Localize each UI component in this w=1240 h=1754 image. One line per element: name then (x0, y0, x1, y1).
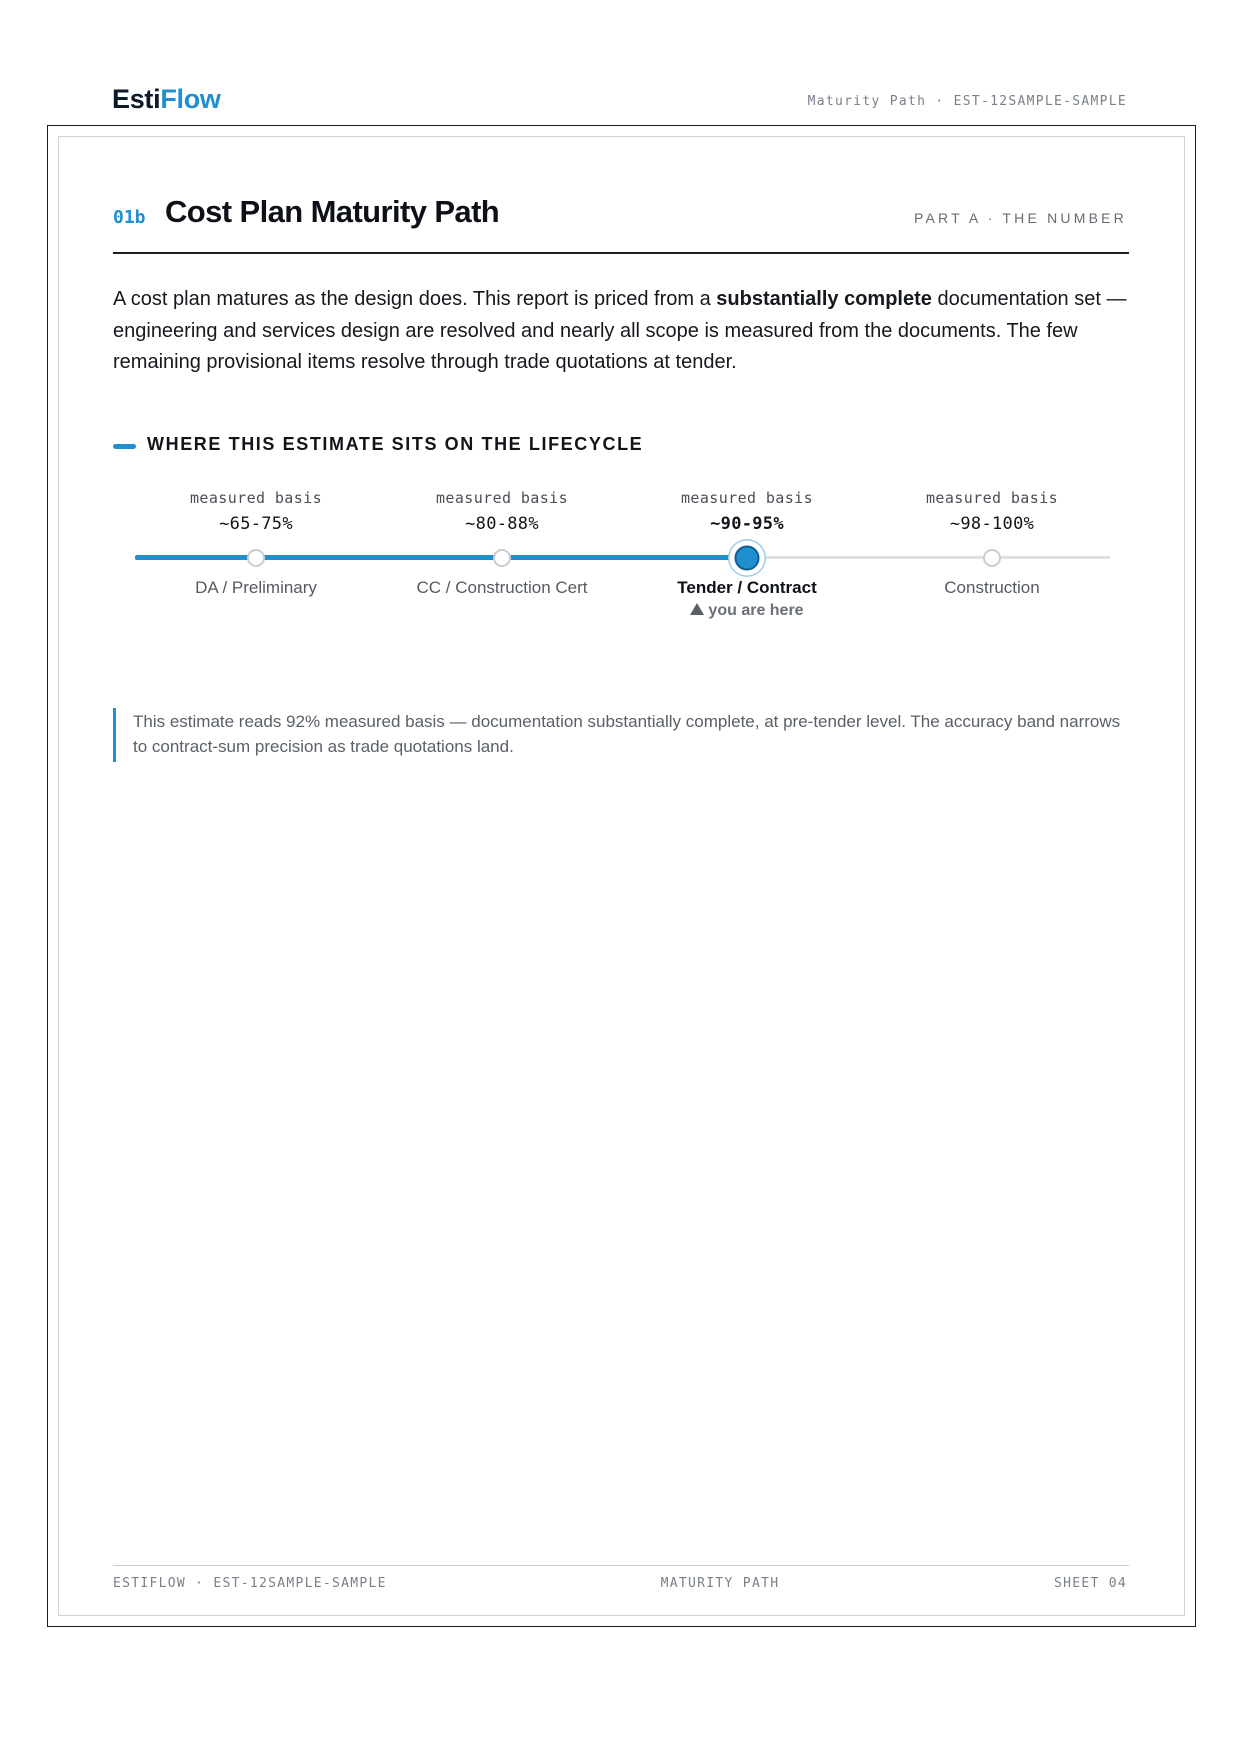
up-triangle-icon (690, 603, 704, 615)
intro-bold-phrase: substantially complete (716, 288, 932, 310)
stage-basis-label: measured basis (925, 489, 1059, 507)
logo-wordmark-esti: Esti (112, 84, 161, 114)
stage-basis-label: measured basis (680, 489, 814, 507)
intro-paragraph (113, 284, 1133, 379)
stage-name: Tender / Contract (677, 578, 817, 597)
logo-wordmark-flow: Flow (160, 84, 221, 114)
section-number: 01b (113, 207, 146, 228)
stage-basis-range: ~65-75% (219, 514, 293, 534)
stage-basis-2 (392, 489, 612, 534)
stage-basis-label: measured basis (435, 489, 569, 507)
brand-logo (112, 86, 221, 113)
stage-basis-3 (637, 489, 857, 534)
stage-basis-range: ~98-100% (949, 514, 1035, 534)
timeline-progress-fill (135, 555, 744, 560)
footer-sheet-number: SHEET 04 (1053, 1576, 1127, 1591)
section-part-label: PART A · THE NUMBER (913, 210, 1127, 226)
you-are-here-label: you are here (708, 602, 804, 619)
footer-left: ESTIFLOW · EST-12SAMPLE-SAMPLE (113, 1576, 387, 1591)
stage-basis-4 (882, 489, 1102, 534)
you-are-here-marker (647, 602, 847, 620)
subheading-accent-bar (113, 444, 136, 449)
stage-basis-range: ~80-88% (465, 514, 539, 534)
header-meta: Maturity Path · EST-12SAMPLE-SAMPLE (807, 94, 1127, 109)
stage-basis-label: measured basis (189, 489, 323, 507)
page-title: Cost Plan Maturity Path (165, 194, 500, 229)
footer-divider (113, 1565, 1129, 1566)
stage-name: DA / Preliminary (195, 578, 317, 597)
stage-node (983, 549, 1001, 567)
stage-basis-range: ~90-95% (710, 514, 784, 534)
stage-name: CC / Construction Cert (416, 578, 588, 597)
callout-note: This estimate reads 92% measured basis — documentation substantially complete, at pre-tender level. The accuracy band narrows to contract-sum precision as trade quotations land. (113, 708, 1133, 762)
title-divider (113, 252, 1129, 254)
stage-name: Construction (944, 578, 1040, 597)
stage-node (247, 549, 265, 567)
stage-basis-1 (146, 489, 366, 534)
intro-text-end: documentation set — engineering and services design are resolved and nearly all scope is measured from the documents. The few remaining provisional items resolve through trade quotations at tender. (113, 288, 1127, 373)
intro-text-start: A cost plan matures as the design does. This report is priced from a (113, 288, 717, 310)
stage-node-current (735, 546, 760, 571)
stage-node (493, 549, 511, 567)
lifecycle-heading: WHERE THIS ESTIMATE SITS ON THE LIFECYCLE (147, 434, 644, 454)
footer-center: MATURITY PATH (660, 1576, 780, 1591)
